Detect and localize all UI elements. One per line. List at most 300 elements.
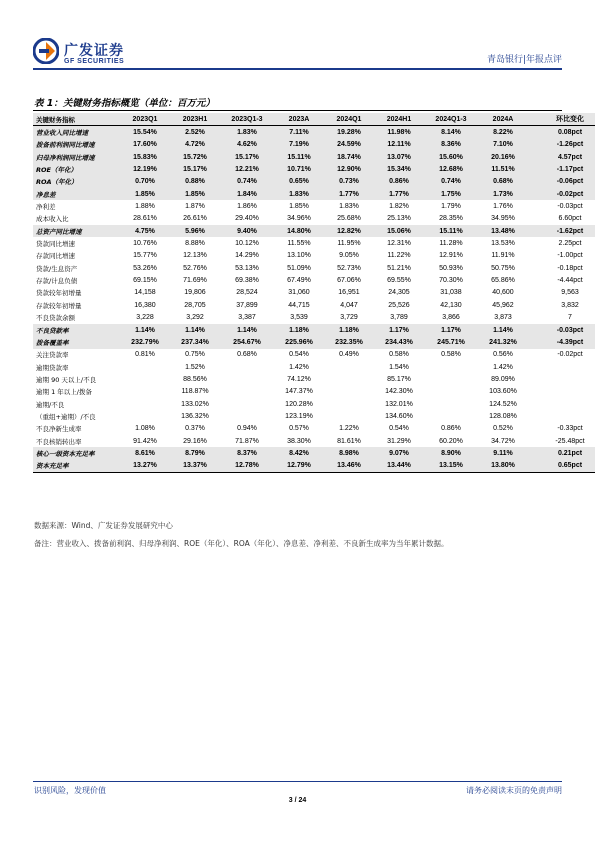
table-row: [33, 398, 595, 410]
table-cell: 74.12%: [287, 375, 311, 383]
table-cell: 4.75%: [120, 225, 170, 237]
table-cell: 1.52%: [185, 363, 205, 371]
table-row: [33, 151, 595, 163]
table-cell: 69.55%: [387, 277, 411, 285]
logo-mark-icon: [33, 38, 59, 64]
table-row: [33, 410, 595, 422]
table-cell: 40,600: [492, 289, 514, 297]
table-cell: 14.29%: [235, 252, 259, 260]
table-cell: -0.03pct: [528, 324, 595, 336]
table-cell: 8.37%: [220, 447, 274, 459]
table-cell: 50.75%: [491, 264, 515, 272]
table-cell: 69.15%: [133, 277, 157, 285]
table-cell: 254.67%: [220, 336, 274, 348]
financial-indicators-table: [33, 113, 595, 473]
row-label: 营业收入同比增速: [33, 126, 120, 139]
table-cell: 16,951: [338, 289, 360, 297]
table-row: [33, 237, 595, 249]
table-cell: 9.40%: [220, 225, 274, 237]
table-cell: 1.85%: [120, 188, 170, 200]
table-cell: 0.57%: [289, 425, 309, 433]
table-cell: [220, 410, 274, 422]
row-label: 逾期贷款率: [36, 363, 69, 372]
table-cell: 7.11%: [274, 126, 324, 139]
table-cell: 118.87%: [181, 388, 209, 396]
table-cell: 3,832: [561, 301, 579, 309]
table-cell: [424, 361, 478, 373]
table-cell: 69.38%: [235, 277, 259, 285]
table-cell: 232.79%: [120, 336, 170, 348]
table-cell: [220, 361, 274, 373]
table-cell: 8.14%: [424, 126, 478, 139]
table-row: [33, 213, 595, 225]
row-label: 归母净利润同比增速: [33, 151, 120, 163]
table-cell: 26.61%: [183, 215, 207, 223]
table-row: [33, 386, 595, 398]
table-cell: 8.90%: [424, 447, 478, 459]
table-cell: 1.85%: [170, 188, 220, 200]
table-cell: 0.37%: [185, 425, 205, 433]
table-cell: -0.06pct: [528, 176, 595, 188]
table-cell: 53.13%: [235, 264, 259, 272]
table-row: [33, 361, 595, 373]
table-cell: 124.52%: [489, 400, 517, 408]
table-cell: -0.18pct: [557, 264, 583, 272]
table-cell: [324, 386, 374, 398]
logo-text-en: GF SECURITIES: [64, 58, 125, 65]
table-cell: 13.07%: [374, 151, 424, 163]
page-number: 3 / 24: [288, 797, 307, 804]
table-cell: 24,305: [388, 289, 410, 297]
row-label: 贷款/生息资产: [36, 264, 78, 273]
page-header: [0, 0, 595, 75]
row-label: ROE（年化）: [33, 163, 120, 175]
table-cell: 2.25pct: [558, 240, 582, 248]
table-cell: [424, 373, 478, 385]
table-cell: -0.33pct: [557, 425, 583, 433]
table-cell: 11.51%: [478, 163, 528, 175]
table-cell: -1.62pct: [528, 225, 595, 237]
table-cell: 13.10%: [287, 252, 311, 260]
table-cell: 8.36%: [424, 139, 478, 151]
column-header: 2024Q1-3: [424, 113, 478, 126]
table-cell: 34.96%: [287, 215, 311, 223]
table-cell: 13.53%: [491, 240, 515, 248]
table-cell: [120, 398, 170, 410]
table-cell: 241.32%: [478, 336, 528, 348]
table-cell: 1.82%: [389, 203, 409, 211]
table-cell: 15.72%: [170, 151, 220, 163]
table-cell: 3,789: [390, 314, 408, 322]
row-label: 逾期 1 年以上/拨备: [36, 388, 92, 397]
footer-slogan: 识别风险，发现价值: [34, 786, 106, 795]
table-cell: 134.60%: [385, 412, 413, 420]
table-cell: -1.17pct: [528, 163, 595, 175]
table-cell: [120, 361, 170, 373]
table-cell: [528, 361, 595, 373]
table-cell: 4,047: [340, 301, 358, 309]
logo-text-cn: 广发证券: [64, 43, 124, 59]
header-divider: [33, 68, 562, 70]
table-cell: 4.62%: [220, 139, 274, 151]
company-logo: [33, 38, 163, 72]
table-cell: 1.83%: [339, 203, 359, 211]
table-cell: 128.08%: [489, 412, 517, 420]
column-header: 环比变化: [528, 113, 595, 126]
table-cell: 0.54%: [389, 425, 409, 433]
table-cell: 0.52%: [493, 425, 513, 433]
table-cell: 13.37%: [170, 460, 220, 473]
table-cell: 28,524: [236, 289, 258, 297]
table-cell: 34.72%: [491, 437, 515, 445]
table-cell: 8.61%: [120, 447, 170, 459]
table-cell: 0.73%: [324, 176, 374, 188]
table-cell: 0.65%: [274, 176, 324, 188]
table-cell: 8.22%: [478, 126, 528, 139]
table-cell: [528, 410, 595, 422]
table-cell: 1.14%: [478, 324, 528, 336]
table-cell: 85.17%: [387, 375, 411, 383]
table-row: [33, 139, 595, 151]
table-cell: 67.49%: [287, 277, 311, 285]
table-cell: 1.42%: [493, 363, 513, 371]
table-cell: [528, 398, 595, 410]
table-cell: 60.20%: [439, 437, 463, 445]
report-title: 青岛银行|年报点评: [486, 55, 562, 65]
table-cell: 1.83%: [220, 126, 274, 139]
table-cell: -4.44pct: [557, 277, 583, 285]
table-cell: 1.17%: [424, 324, 478, 336]
table-cell: 1.77%: [324, 188, 374, 200]
table-cell: 1.85%: [289, 203, 309, 211]
table-cell: 10.76%: [133, 240, 157, 248]
table-cell: 3,539: [290, 314, 308, 322]
row-label: 成本收入比: [36, 215, 69, 224]
table-cell: 52.76%: [183, 264, 207, 272]
table-row: [33, 312, 595, 324]
row-label: 逾期 90 天以上/不良: [36, 375, 97, 384]
row-label: 净利差: [36, 203, 56, 212]
table-cell: 53.26%: [133, 264, 157, 272]
table-cell: [324, 410, 374, 422]
table-cell: 0.86%: [374, 176, 424, 188]
table-cell: 11.55%: [287, 240, 311, 248]
column-header: 关键财务指标: [33, 113, 120, 126]
table-cell: [220, 373, 274, 385]
table-cell: 147.37%: [285, 388, 313, 396]
table-row: [33, 447, 595, 459]
table-cell: 65.86%: [491, 277, 515, 285]
table-cell: 12.91%: [439, 252, 463, 260]
table-row: [33, 225, 595, 237]
column-header: 2023A: [274, 113, 324, 126]
table-cell: 1.73%: [478, 188, 528, 200]
table-cell: 70.30%: [439, 277, 463, 285]
row-label: 贷款同比增速: [36, 240, 75, 249]
row-label: 不良贷款余额: [36, 314, 75, 323]
table-cell: 13.46%: [324, 460, 374, 473]
table-cell: 38.30%: [287, 437, 311, 445]
table-row: [33, 373, 595, 385]
table-body: [33, 126, 595, 473]
table-cell: 0.65pct: [528, 460, 595, 473]
table-cell: 0.74%: [220, 176, 274, 188]
row-label: 逾期/不良: [36, 400, 65, 409]
row-label: 总资产同比增速: [33, 225, 120, 237]
table-cell: 10.12%: [235, 240, 259, 248]
table-cell: 50.93%: [439, 264, 463, 272]
table-cell: [324, 373, 374, 385]
table-cell: 1.77%: [374, 188, 424, 200]
table-cell: 18.74%: [324, 151, 374, 163]
table-cell: 1.18%: [324, 324, 374, 336]
table-cell: 13.27%: [120, 460, 170, 473]
table-cell: 52.73%: [337, 264, 361, 272]
table-cell: 12.90%: [324, 163, 374, 175]
table-cell: 237.34%: [170, 336, 220, 348]
table-row: [33, 200, 595, 212]
column-header: 2024Q1: [324, 113, 374, 126]
table-cell: 28.61%: [133, 215, 157, 223]
table-cell: -0.02pct: [557, 351, 583, 359]
table-cell: 19.28%: [324, 126, 374, 139]
table-cell: -4.39pct: [528, 336, 595, 348]
table-cell: 51.21%: [387, 264, 411, 272]
column-header: 2023Q1-3: [220, 113, 274, 126]
row-label: 存款同比增速: [36, 252, 75, 261]
remark-note: 备注：营业收入、拨备前利润、归母净利润、ROE（年化）、ROA（年化）、净息差、净利差、不良新生成率为当年累计数据。: [34, 539, 449, 548]
table-cell: 2.52%: [170, 126, 220, 139]
table-cell: 13.44%: [374, 460, 424, 473]
table-cell: 8.98%: [324, 447, 374, 459]
table-cell: 44,715: [288, 301, 310, 309]
table-row: [33, 262, 595, 274]
table-cell: [324, 361, 374, 373]
table-cell: 13.15%: [424, 460, 478, 473]
table-cell: 0.75%: [185, 351, 205, 359]
table-cell: 4.57pct: [528, 151, 595, 163]
table-cell: 13.48%: [478, 225, 528, 237]
table-cell: 71.69%: [183, 277, 207, 285]
table-cell: 10.71%: [274, 163, 324, 175]
table-row: [33, 460, 595, 473]
table-cell: 71.87%: [235, 437, 259, 445]
table-cell: 3,873: [494, 314, 512, 322]
table-cell: 45,962: [492, 301, 514, 309]
table-cell: 1.42%: [289, 363, 309, 371]
table-cell: 1.22%: [339, 425, 359, 433]
table-cell: 0.74%: [424, 176, 478, 188]
table-cell: [324, 398, 374, 410]
table-cell: 25.13%: [387, 215, 411, 223]
table-cell: 0.08pct: [528, 126, 595, 139]
table-row: [33, 336, 595, 348]
table-cell: 12.19%: [120, 163, 170, 175]
table-cell: [528, 386, 595, 398]
table-cell: 8.79%: [170, 447, 220, 459]
table-cell: 31,060: [288, 289, 310, 297]
table-cell: 8.42%: [274, 447, 324, 459]
table-cell: 3,292: [186, 314, 204, 322]
column-header: 2023H1: [170, 113, 220, 126]
table-cell: 4.72%: [170, 139, 220, 151]
table-cell: 9.07%: [374, 447, 424, 459]
table-cell: 42,130: [440, 301, 462, 309]
table-cell: 3,387: [238, 314, 256, 322]
table-cell: 0.70%: [120, 176, 170, 188]
table-cell: 15.11%: [424, 225, 478, 237]
table-cell: 28,705: [184, 301, 206, 309]
table-cell: 12.68%: [424, 163, 478, 175]
table-cell: 91.42%: [133, 437, 157, 445]
table-cell: 67.06%: [337, 277, 361, 285]
table-cell: 14,158: [134, 289, 156, 297]
table-row: [33, 435, 595, 447]
table-cell: 15.83%: [120, 151, 170, 163]
table-cell: 37,899: [236, 301, 258, 309]
table-cell: 0.94%: [237, 425, 257, 433]
table-cell: [424, 386, 478, 398]
table-cell: 11.22%: [387, 252, 411, 260]
table-cell: 24.59%: [324, 139, 374, 151]
table-row: [33, 299, 595, 311]
table-cell: 11.91%: [491, 252, 515, 260]
table-cell: 1.83%: [274, 188, 324, 200]
table-cell: 12.11%: [374, 139, 424, 151]
table-caption: 表 1：关键财务指标概览（单位：百万元）: [34, 98, 215, 109]
table-cell: 3,729: [340, 314, 358, 322]
table-cell: 234.43%: [374, 336, 424, 348]
table-cell: 3,866: [442, 314, 460, 322]
table-cell: 31.29%: [387, 437, 411, 445]
table-cell: 1.87%: [185, 203, 205, 211]
table-cell: [220, 398, 274, 410]
table-cell: 0.88%: [170, 176, 220, 188]
table-cell: 3,228: [136, 314, 154, 322]
row-label: 关注贷款率: [36, 351, 69, 360]
table-row: [33, 274, 595, 286]
table-cell: -1.26pct: [528, 139, 595, 151]
table-cell: 29.40%: [235, 215, 259, 223]
table-header-row: [33, 113, 595, 126]
table-cell: 0.54%: [289, 351, 309, 359]
table-cell: 1.54%: [389, 363, 409, 371]
table-cell: 11.95%: [337, 240, 361, 248]
table-row: [33, 176, 595, 188]
table-cell: 1.88%: [135, 203, 155, 211]
table-cell: 0.58%: [389, 351, 409, 359]
row-label: 不良净新生成率: [36, 425, 82, 434]
table-cell: 103.60%: [489, 388, 517, 396]
table-cell: 15.11%: [274, 151, 324, 163]
row-label: 存款/计息负债: [36, 277, 78, 286]
table-cell: [120, 373, 170, 385]
table-cell: 12.79%: [274, 460, 324, 473]
table-row: [33, 349, 595, 361]
table-cell: 133.02%: [181, 400, 209, 408]
table-row: [33, 163, 595, 175]
table-cell: 136.32%: [181, 412, 209, 420]
table-cell: -0.03pct: [557, 203, 583, 211]
table-cell: 1.08%: [135, 425, 155, 433]
table-row: [33, 287, 595, 299]
row-label: 资本充足率: [33, 460, 120, 473]
table-cell: 16,380: [134, 301, 156, 309]
table-cell: 225.96%: [274, 336, 324, 348]
table-cell: 245.71%: [424, 336, 478, 348]
table-cell: 0.68%: [478, 176, 528, 188]
row-label: 核心一级资本充足率: [33, 447, 120, 459]
table-cell: 19,806: [184, 289, 206, 297]
table-row: [33, 126, 595, 139]
table-cell: [120, 386, 170, 398]
table-cell: 28.35%: [439, 215, 463, 223]
table-cell: 142.30%: [385, 388, 413, 396]
table-cell: 1.84%: [220, 188, 274, 200]
table-cell: 7.10%: [478, 139, 528, 151]
table-cell: [120, 410, 170, 422]
row-label: （重组+逾期）/不良: [36, 412, 96, 421]
table-cell: 13.80%: [478, 460, 528, 473]
table-cell: 88.56%: [183, 375, 207, 383]
table-cell: 12.31%: [387, 240, 411, 248]
table-cell: 15.54%: [120, 126, 170, 139]
table-cell: 15.17%: [220, 151, 274, 163]
table-cell: 1.75%: [424, 188, 478, 200]
table-cell: 0.49%: [339, 351, 359, 359]
table-cell: 12.82%: [324, 225, 374, 237]
table-row: [33, 188, 595, 200]
column-header: 2024A: [478, 113, 528, 126]
table-cell: 0.58%: [441, 351, 461, 359]
table-cell: 15.06%: [374, 225, 424, 237]
table-cell: 15.77%: [133, 252, 157, 260]
table-cell: [220, 386, 274, 398]
column-header: 2023Q1: [120, 113, 170, 126]
table-cell: 31,038: [440, 289, 462, 297]
table-cell: 232.35%: [324, 336, 374, 348]
table-cell: 7.19%: [274, 139, 324, 151]
table-cell: 9.11%: [478, 447, 528, 459]
table-cell: 15.17%: [170, 163, 220, 175]
table-cell: 12.13%: [183, 252, 207, 260]
table-cell: 1.18%: [274, 324, 324, 336]
table-cell: 1.14%: [120, 324, 170, 336]
row-label: 不良贷款率: [33, 324, 120, 336]
table-cell: 5.96%: [170, 225, 220, 237]
table-cell: [528, 373, 595, 385]
table-cell: 8.88%: [185, 240, 205, 248]
table-cell: 15.60%: [424, 151, 478, 163]
table-cell: 17.60%: [120, 139, 170, 151]
caption-divider: [33, 110, 562, 111]
table-cell: 0.68%: [237, 351, 257, 359]
table-cell: 120.28%: [285, 400, 313, 408]
table-cell: 81.61%: [337, 437, 361, 445]
table-cell: [424, 410, 478, 422]
row-label: 贷款较年初增量: [36, 289, 82, 298]
table-row: [33, 423, 595, 435]
table-cell: 9,563: [561, 289, 579, 297]
table-cell: 14.80%: [274, 225, 324, 237]
table-cell: 89.09%: [491, 375, 515, 383]
table-cell: [424, 398, 478, 410]
table-cell: 132.01%: [385, 400, 413, 408]
table-cell: 11.28%: [439, 240, 463, 248]
table-cell: 0.81%: [135, 351, 155, 359]
table-cell: 9.05%: [339, 252, 359, 260]
table-cell: 15.34%: [374, 163, 424, 175]
